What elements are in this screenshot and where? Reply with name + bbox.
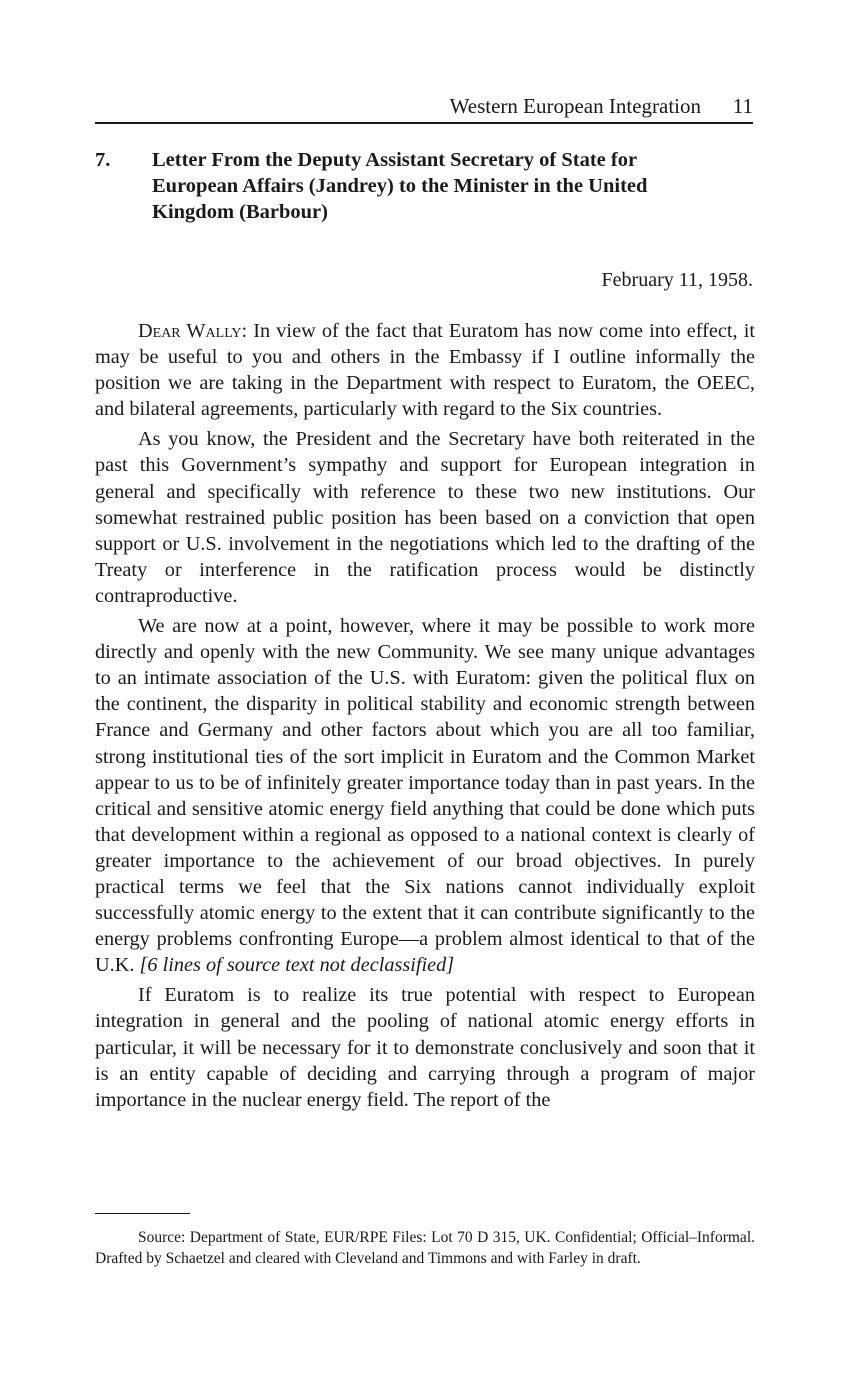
document-heading: [95, 147, 753, 225]
paragraph: As you know, the President and the Secretary have both reiterated in the past this Government’s sympathy and support for European integration in general and specifically with reference to these two new institutions. Our somewhat restrained public position has been based on a conviction that open support or U.S. involvement in the negotiations which led to the drafting of the Treaty or interference in the ratification process would be distinctly contraproductive.: [95, 428, 755, 607]
running-head: [95, 92, 753, 124]
footnote-divider: [95, 1213, 190, 1214]
editorial-note: [6 lines of source text not declassified]: [139, 954, 455, 977]
source-footnote: [95, 1227, 755, 1269]
paragraph: If Euratom is to realize its true potential with respect to European integration in general and the pooling of national atomic energy efforts in particular, it will be necessary for it to demonstrate conclusively and soon that it is an entity capable of deciding and carrying through a program of major importance in the nuclear energy field. The report of the: [95, 984, 755, 1111]
document-date: February 11, 1958.: [601, 269, 753, 291]
running-head-title: Western European Integration: [449, 94, 701, 118]
paragraph: [95, 318, 755, 422]
letter-body: [95, 318, 755, 1117]
document-title: Letter From the Deputy Assistant Secretary of State for European Affairs (Jandrey) to the Minister in the United Kingdom (Barbour): [152, 149, 648, 223]
salutation: Dear Wally:: [138, 320, 248, 342]
paragraph-text: In view of the fact that Euratom has now come into effect, it may be useful to you and others in the Embassy if I outline informally the position we are taking in the Department with respect to Euratom, the OEEC, and bilateral agreements, particularly with regard to the Six countries.: [95, 320, 756, 421]
document-number: 7.: [95, 149, 111, 171]
page-number: 11: [732, 94, 753, 118]
paragraph: [95, 613, 755, 978]
paragraph-text: We are now at a point, however, where it may be possible to work more directly and openly with the new Community. We see many unique advantages to an intimate association of the U.S. with Euratom: given the political flux on the continent, the disparity in political stability and economic strength between France and Germany and other factors about which you are all too familiar, strong institutional ties of the sort implicit in Euratom and the Common Market appear to us to be of infinitely greater importance today than in past years. In the critical and sensitive atomic energy field anything that could be done which puts that development within a regional as opposed to a national context is clearly of greater importance to the achievement of our broad objectives. In purely practical terms we feel that the Six nations cannot individually exploit successfully atomic energy to the extent that it can contribute significantly to the energy problems confronting Europe—a problem almost identical to that of the U.K.: [95, 615, 755, 977]
footnote-text: Source: Department of State, EUR/RPE Files: Lot 70 D 315, UK. Confidential; Official–Informal. Drafted by Schaetzel and cleared with Cleveland and Timmons and with Farley in draft.: [95, 1229, 755, 1267]
